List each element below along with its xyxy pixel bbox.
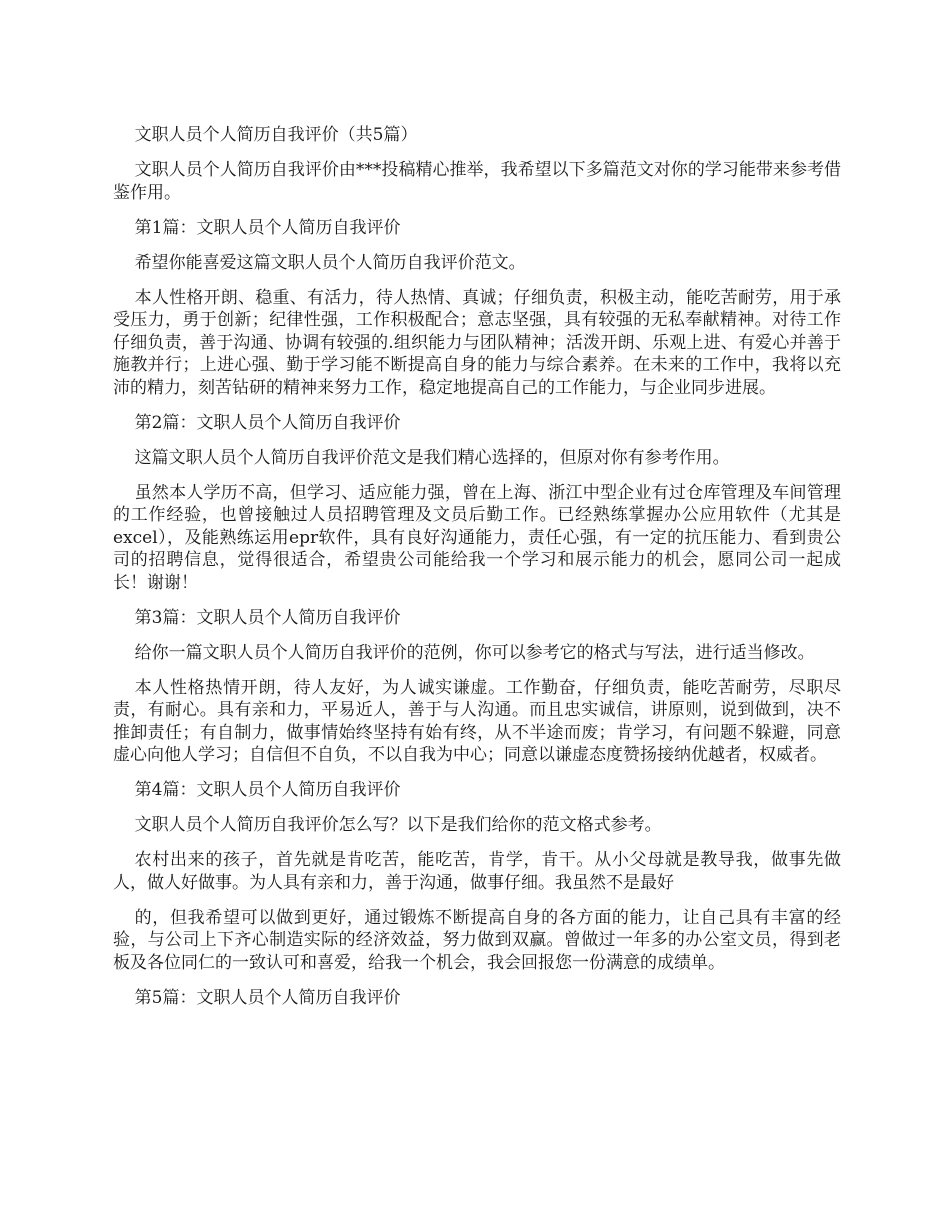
section-heading-3: 第3篇：文职人员个人简历自我评价 (134, 607, 401, 628)
intro-paragraph: 文职人员个人简历自我评价由***投稿精心推举，我希望以下多篇范文对你的学习能带来参考借鉴作用。 (113, 160, 841, 203)
section-1-body: 本人性格开朗、稳重、有活力，待人热情、真诚；仔细负责，积极主动，能吃苦耐劳，用于承受压力，勇于创新；纪律性强，工作积极配合；意志坚强，具有较强的无私奉献精神。对待工作仔细负责，善于沟通、协调有较强的.组织能力与团队精神；活泼开朗、乐观上进、有爱心并善于施教并行；上进心强、勤于学习能不断提高自身的能力与综合素养。在未来的工作中，我将以充沛的精力，刻苦钻研的精神来努力工作，稳定地提高自己的工作能力，与企业同步进展。 (113, 287, 841, 398)
section-3-body: 本人性格热情开朗，待人友好，为人诚实谦虚。工作勤奋，仔细负责，能吃苦耐劳，尽职尽责，有耐心。具有亲和力，平易近人，善于与人沟通。而且忠实诚信，讲原则，说到做到，决不推卸责任；有自制力，做事情始终坚持有始有终，从不半途而废；肯学习，有问题不躲避，同意虚心向他人学习；自信但不自负，不以自我为中心；同意以谦虚态度赞扬接纳优越者，权威者。 (113, 677, 841, 765)
section-2-lead: 这篇文职人员个人简历自我评价范文是我们精心选择的，但原对你有参考作用。 (134, 447, 730, 468)
section-4-lead: 文职人员个人简历自我评价怎么写？以下是我们给你的范文格式参考。 (134, 815, 662, 835)
section-3-lead: 给你一篇文职人员个人简历自我评价的范例，你可以参考它的格式与写法，进行适当修改。 (134, 642, 815, 663)
document-title: 文职人员个人简历自我评价（共5篇） (134, 125, 418, 145)
section-4-body-part-2: 的，但我希望可以做到更好，通过锻炼不断提高自身的各方面的能力，让自己具有丰富的经验，与公司上下齐心制造实际的经济效益，努力做到双赢。曾做过一年多的办公室文员，得到老板及各位同仁的一致认可和喜爱，给我一个机会，我会回报您一份满意的成绩单。 (113, 907, 841, 973)
section-heading-2: 第2篇：文职人员个人简历自我评价 (134, 412, 401, 433)
section-4-body-part-1: 农村出来的孩子，首先就是肯吃苦，能吃苦，肯学，肯干。从小父母就是教导我，做事先做人，做人好做事。为人具有亲和力，善于沟通，做事仔细。我虽然不是最好 (113, 850, 841, 893)
section-2-body: 虽然本人学历不高，但学习、适应能力强，曾在上海、浙江中型企业有过仓库管理及车间管理的工作经验，也曾接触过人员招聘管理及文员后勤工作。已经熟练掌握办公应用软件（尤其是excel），及能熟练运用epr软件，具有良好沟通能力，责任心强，有一定的抗压能力、看到贵公司的招聘信息，觉得很适合，希望贵公司能给我一个学习和展示能力的机会，愿同公司一起成长！谢谢！ (113, 482, 841, 593)
section-heading-4: 第4篇：文职人员个人简历自我评价 (134, 780, 401, 800)
section-heading-5: 第5篇：文职人员个人简历自我评价 (134, 987, 401, 1008)
document-body (113, 124, 841, 1022)
section-heading-1: 第1篇：文职人员个人简历自我评价 (134, 217, 401, 238)
section-1-lead: 希望你能喜爱这篇文职人员个人简历自我评价范文。 (134, 252, 526, 273)
